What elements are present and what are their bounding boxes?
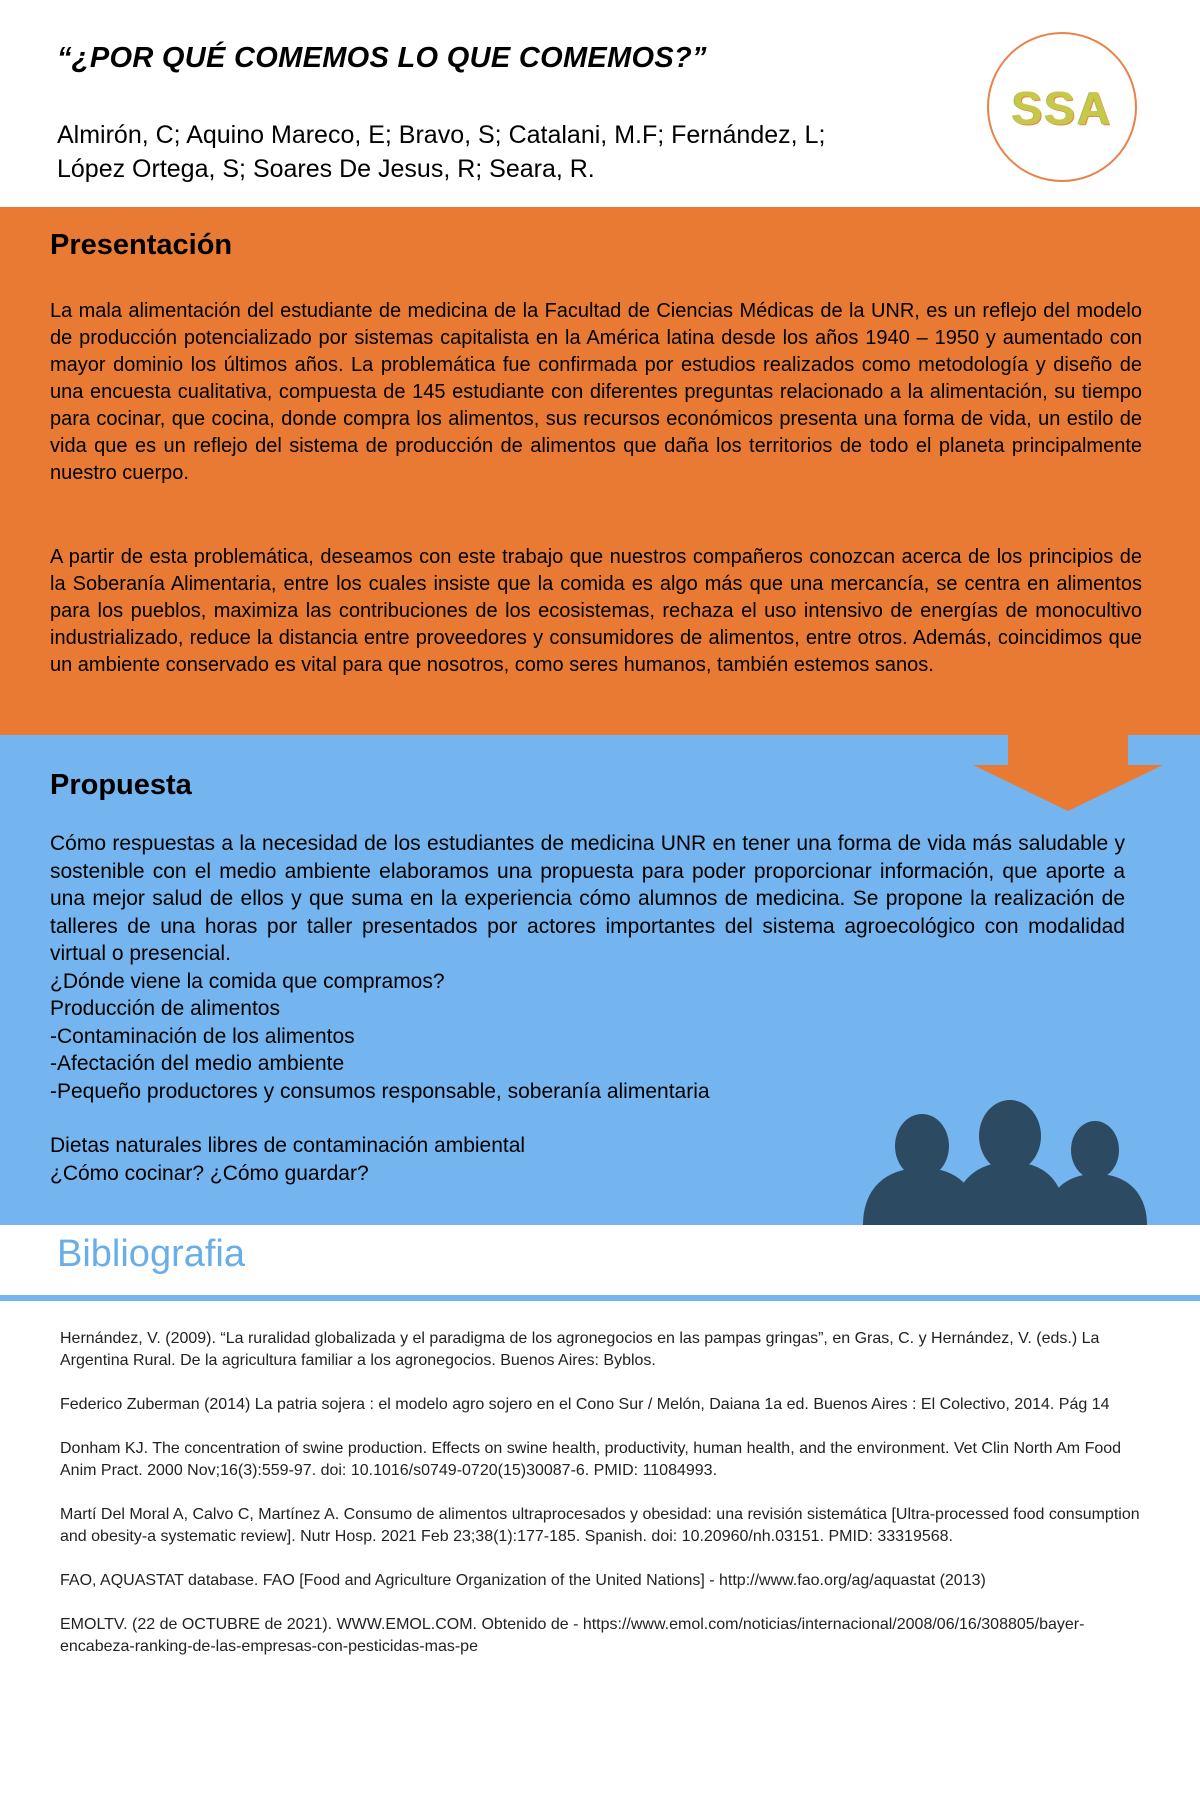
logo-text: SSA: [1011, 82, 1113, 134]
down-arrow-icon: [973, 733, 1163, 811]
reference-item: Hernández, V. (2009). “La ruralidad globalizada y el paradigma de los agronegocios en las pampas gringas”, en Gras, C. y Hernández, V. (eds.) La Argentina Rural. De la agricultura familiar a los agronegocios. Buenos Aires: Byblos.: [60, 1330, 1100, 1369]
propuesta-line: -Contaminación de los alimentos: [50, 1024, 355, 1048]
ssa-logo: [987, 32, 1137, 182]
reference-item: EMOLTV. (22 de OCTUBRE de 2021). WWW.EMOL.COM. Obtenido de - https://www.emol.com/noticias/internacional/2008/06/16/308805/bayer-encabeza-ranking-de-las-empresas-con-pesticidas-mas-pe: [60, 1616, 1085, 1655]
reference-item: Donham KJ. The concentration of swine production. Effects on swine health, productivity, human health, and the environment. Vet Clin North Am Food Anim Pract. 2000 Nov;16(3):559-97. doi: 10.1016/s0749-0720(15)30087-6. PMID: 11084993.: [60, 1440, 1122, 1479]
propuesta-line: ¿Dónde viene la comida que compramos?: [50, 969, 445, 993]
presentacion-paragraph-1: La mala alimentación del estudiante de medicina de la Facultad de Ciencias Médicas de la UNR, es un reflejo del modelo de producción potencializado por sistemas capitalista en la América latina desde los años 1940 – 1950 y aumentado con mayor dominio los últimos años. La problemática fue confirmada por estudios realizados como metodología y diseño de una encuesta cualitativa, compuesta de 145 estudiante con diferentes preguntas relacionado a la alimentación, su tiempo para cocinar, que cocina, donde compra los alimentos, sus recursos económicos presenta una forma de vida, un estilo de vida que es un reflejo del sistema de producción de alimentos que daña los territorios de todo el planeta principalmente nuestro cuerpo.: [50, 300, 1142, 484]
people-silhouette-icon: [860, 1100, 1150, 1225]
propuesta-line: -Pequeño productores y consumos responsable, soberanía alimentaria: [50, 1079, 710, 1103]
presentacion-section: [0, 207, 1200, 735]
reference-item: Martí Del Moral A, Calvo C, Martínez A. Consumo de alimentos ultraprocesados y obesidad: una revisión sistemática [Ultra-processed food consumption and obesity-a systematic review]. Nutr Hosp. 2021 Feb 23;38(1):177-185. Spanish. doi: 10.20960/nh.03151. PMID: 33319568.: [60, 1506, 1140, 1545]
references-list: [60, 1328, 1145, 1680]
propuesta-line: ¿Cómo cocinar? ¿Cómo guardar?: [50, 1161, 369, 1185]
bibliografia-heading: Bibliografia: [57, 1233, 245, 1275]
reference-item: Federico Zuberman (2014) La patria sojera : el modelo agro sojero en el Cono Sur / Melón, Daiana 1a ed. Buenos Aires : El Colectivo, 2014. Pág 14: [60, 1396, 1110, 1413]
propuesta-line: Producción de alimentos: [50, 997, 280, 1020]
propuesta-line: -Afectación del medio ambiente: [50, 1052, 345, 1075]
authors: [57, 118, 977, 186]
propuesta-heading: Propuesta: [50, 769, 192, 801]
propuesta-paragraph: Cómo respuestas a la necesidad de los estudiantes de medicina UNR en tener una forma de vida más saludable y sostenible con el medio ambiente elaboramos una propuesta para poder proporcionar información, que aporte a una mejor salud de ellos y que suma en la experiencia cómo alumnos de medicina. Se propone la realización de talleres de una horas por taller presentados por actores importantes del sistema agroecológico con modalidad virtual o presencial.: [50, 832, 1125, 965]
authors-line-2: López Ortega, S; Soares De Jesus, R; Seara, R.: [57, 155, 595, 183]
propuesta-line: Dietas naturales libres de contaminación ambiental: [50, 1134, 526, 1157]
poster-title: “¿POR QUÉ COMEMOS LO QUE COMEMOS?”: [57, 42, 707, 74]
reference-item: FAO, AQUASTAT database. FAO [Food and Agriculture Organization of the United Nations] - http://www.fao.org/ag/aquastat (2013): [60, 1572, 986, 1589]
presentacion-paragraph-2: A partir de esta problemática, deseamos con este trabajo que nuestros compañeros conozcan acerca de los principios de la Soberanía Alimentaria, entre los cuales insiste que la comida es algo más que una mercancía, se centra en alimentos para los pueblos, maximiza las contribuciones de los ecosistemas, rechaza el uso intensivo de energías de monocultivo industrializado, reduce la distancia entre proveedores y consumidores de alimentos, entre otros. Además, coincidimos que un ambiente conservado es vital para que nosotros, como seres humanos, también estemos sanos.: [50, 546, 1142, 676]
presentacion-heading: Presentación: [50, 229, 233, 261]
authors-line-1: Almirón, C; Aquino Mareco, E; Bravo, S; Catalani, M.F; Fernández, L;: [57, 121, 826, 149]
bibliografia-divider: [0, 1295, 1200, 1301]
